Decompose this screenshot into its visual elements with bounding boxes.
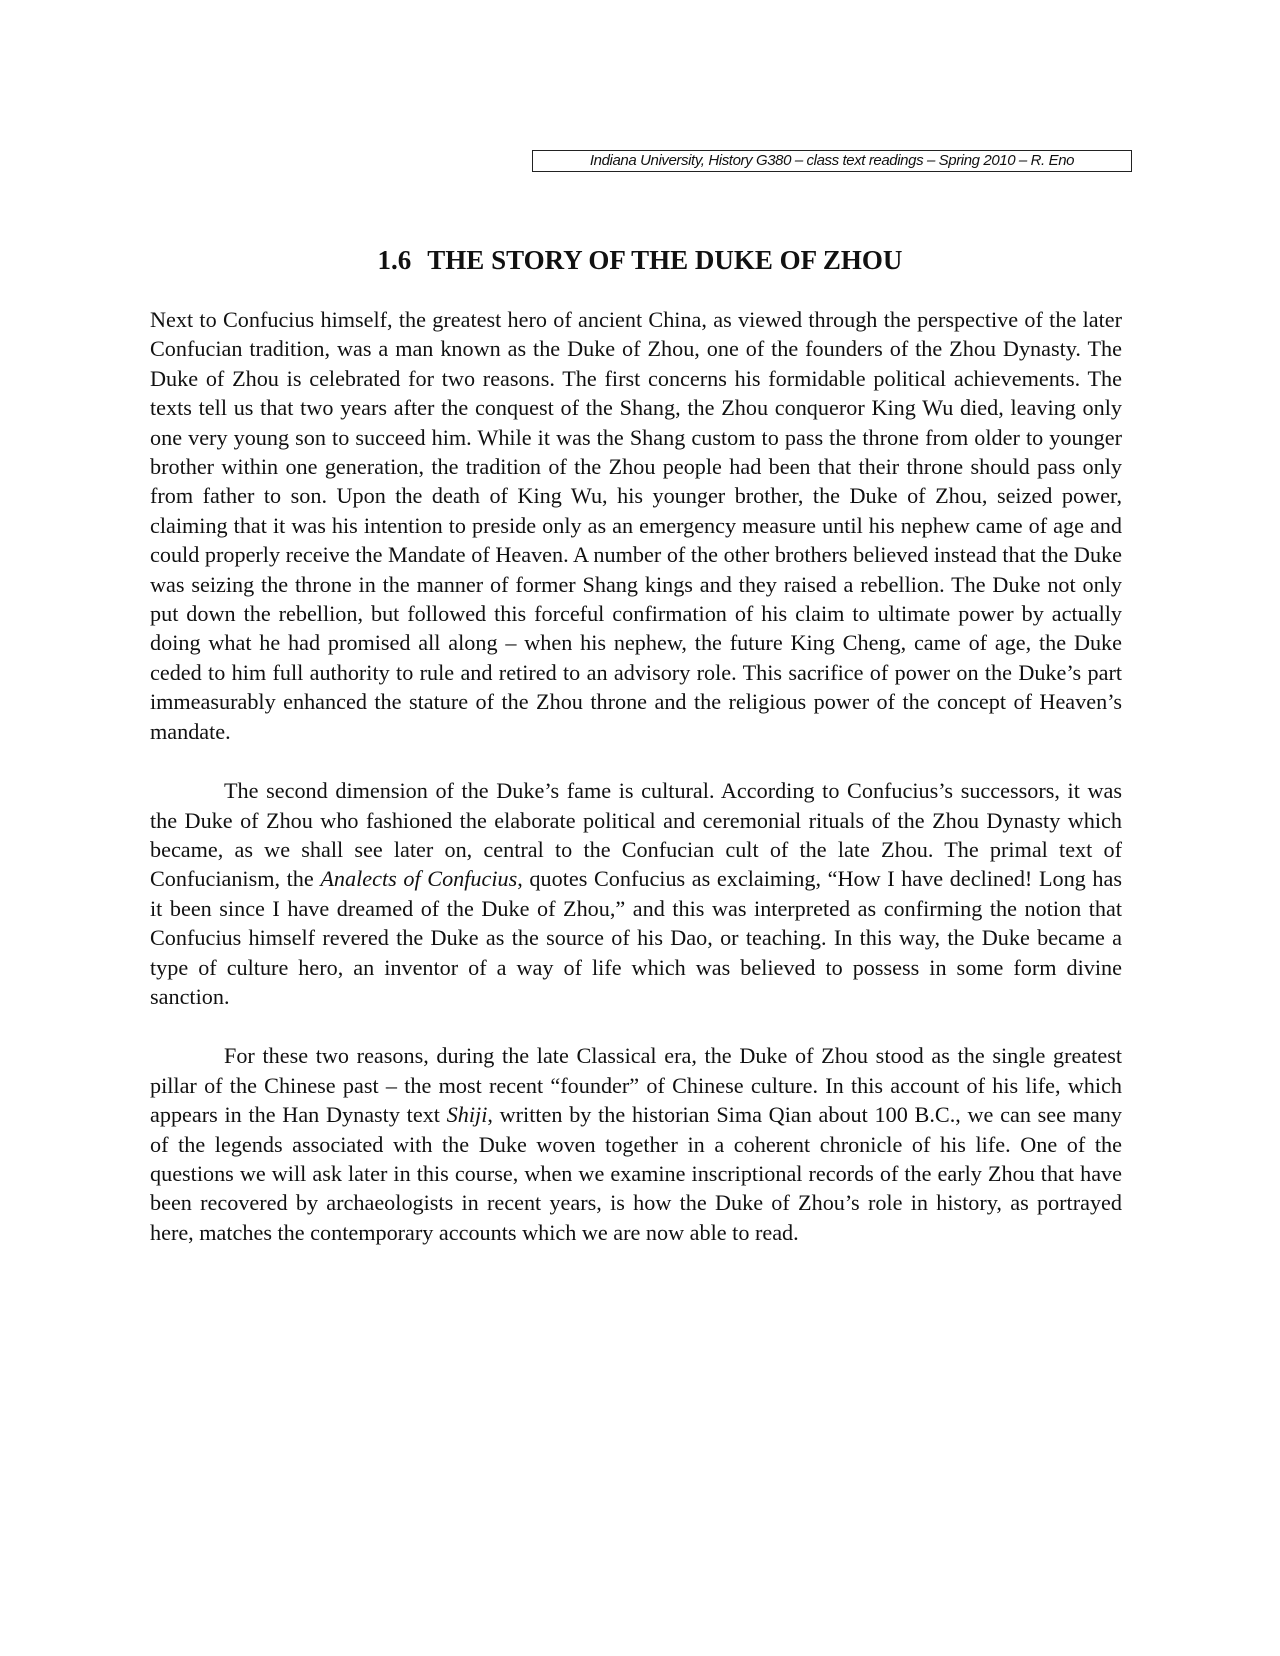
paragraph-3-text-after: , written by the historian Sima Qian about 100 B.C., we can see many of the legends associated with the Duke woven together in a coherent chronicle of his life. One of the questions we will ask later in this course, when we examine inscriptional records of the early Zhou that have been recovered by archaeologists in recent years, is how the Duke of Zhou’s role in history, as portrayed here, matches the contemporary accounts which we are now able to read. (150, 1102, 1122, 1245)
running-head (532, 150, 1132, 172)
section-title (150, 243, 1130, 277)
paragraph-3 (150, 1041, 1122, 1247)
paragraph-3-text-before: For these two reasons, during the late Classical era, the Duke of Zhou stood as the single greatest pillar of the Chinese past – the most recent “founder” of Chinese culture. In this account of his life, which appears in the Han Dynasty text (150, 1043, 1122, 1128)
running-head-text: Indiana University, History G380 – class text readings – Spring 2010 – R. Eno (589, 152, 1075, 169)
analects-title: Analects of Confucius (320, 866, 518, 892)
paragraph-2 (150, 776, 1122, 1011)
paragraph-2-text-before: The second dimension of the Duke’s fame is cultural. According to Confucius’s successors, it was the Duke of Zhou who fashioned the elaborate political and ceremonial rituals of the Zhou Dynasty which became, as we shall see later on, central to the Confucian cult of the late Zhou. The primal text of Confucianism, the (150, 778, 1122, 892)
shiji-title: Shiji (446, 1102, 488, 1128)
section-title-text: THE STORY OF THE DUKE OF ZHOU (427, 245, 903, 275)
paragraph-1: Next to Confucius himself, the greatest hero of ancient China, as viewed through the perspective of the later Confucian tradition, was a man known as the Duke of Zhou, one of the founders of the Zhou Dynasty. The Duke of Zhou is celebrated for two reasons. The first concerns his formidable political achievements. The texts tell us that two years after the conquest of the Shang, the Zhou conqueror King Wu died, leaving only one very young son to succeed him. While it was the Shang custom to pass the throne from older to younger brother within one generation, the tradition of the Zhou people had been that their throne should pass only from father to son. Upon the death of King Wu, his younger brother, the Duke of Zhou, seized power, claiming that it was his intention to preside only as an emergency measure until his nephew came of age and could properly receive the Mandate of Heaven. A number of the other brothers believed instead that the Duke was seizing the throne in the manner of former Shang kings and they raised a rebellion. The Duke not only put down the rebellion, but followed this forceful confirmation of his claim to ultimate power by actually doing what he had promised all along – when his nephew, the future King Cheng, came of age, the Duke ceded to him full authority to rule and retired to an advisory role. This sacrifice of power on the Duke’s part immeasurably enhanced the stature of the Zhou throne and the religious power of the concept of Heaven’s mandate. (150, 307, 1122, 744)
section-number: 1.6 (377, 245, 412, 275)
paragraph-2-text-after: , quotes Confucius as exclaiming, “How I have declined! Long has it been since I have dreamed of the Duke of Zhou,” and this was interpreted as confirming the notion that Confucius himself revered the Duke as the source of his Dao, or teaching. In this way, the Duke became a type of culture hero, an inventor of a way of life which was believed to possess in some form divine sanction. (150, 866, 1122, 1009)
body-text (150, 305, 1122, 1277)
